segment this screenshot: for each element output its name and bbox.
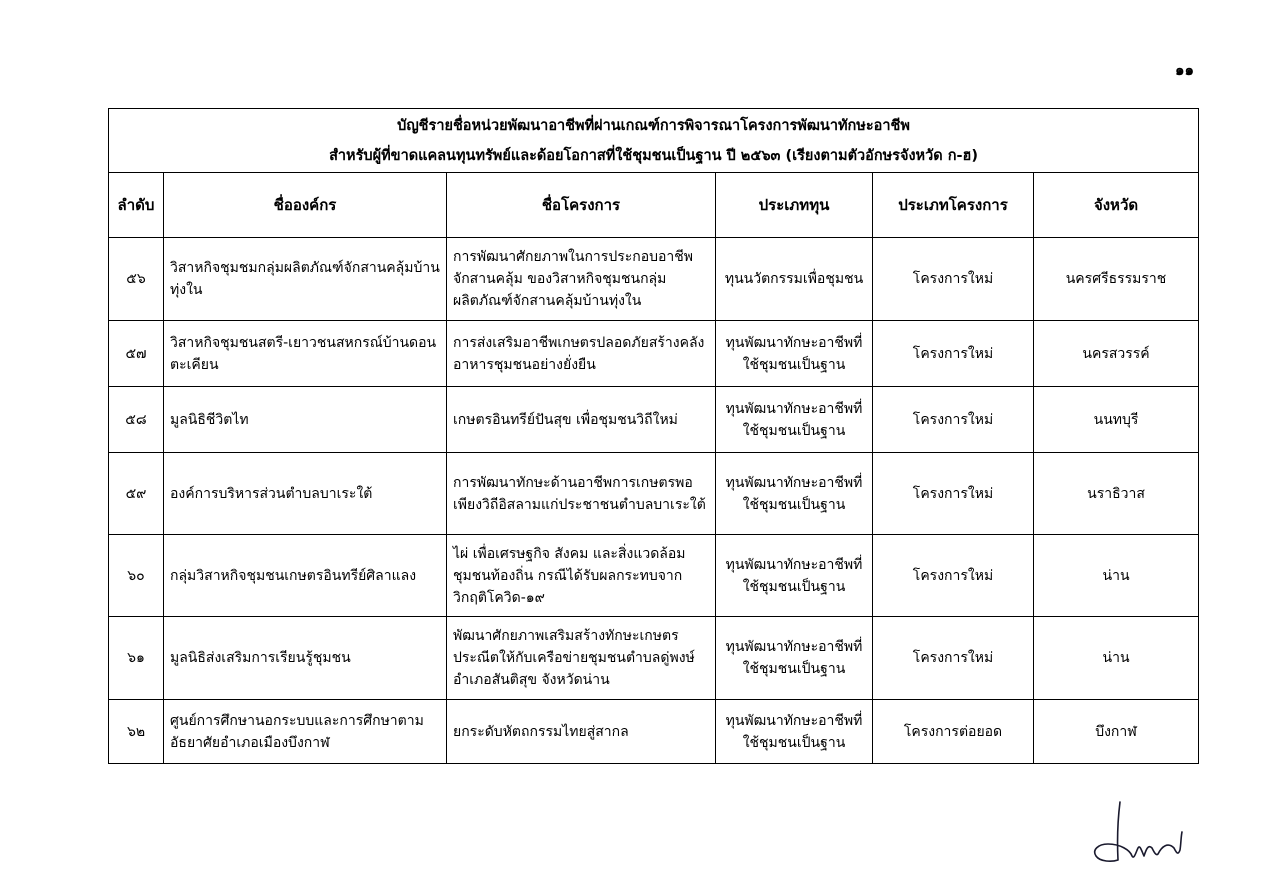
row-type: โครงการใหม่ — [873, 321, 1034, 387]
row-org: องค์การบริหารส่วนตำบลบาเระใต้ — [164, 453, 447, 535]
table-row — [109, 453, 1199, 535]
row-type: โครงการใหม่ — [873, 387, 1034, 453]
row-fund: ทุนพัฒนาทักษะอาชีพที่ใช้ชุมชนเป็นฐาน — [716, 700, 873, 764]
header-fund: ประเภททุน — [716, 173, 873, 238]
row-fund: ทุนพัฒนาทักษะอาชีพที่ใช้ชุมชนเป็นฐาน — [716, 387, 873, 453]
row-type: โครงการใหม่ — [873, 453, 1034, 535]
table-title — [109, 109, 1199, 173]
table-row — [109, 321, 1199, 387]
row-project: การส่งเสริมอาชีพเกษตรปลอดภัยสร้างคลังอาหารชุมชนอย่างยั่งยืน — [447, 321, 716, 387]
row-province: นครสวรรค์ — [1034, 321, 1199, 387]
row-num: ๕๖ — [109, 238, 164, 321]
title-line-1: บัญชีรายชื่อหน่วยพัฒนาอาชีพที่ผ่านเกณฑ์การพิจารณาโครงการพัฒนาทักษะอาชีพ — [397, 117, 910, 134]
project-table — [108, 108, 1199, 764]
row-fund: ทุนพัฒนาทักษะอาชีพที่ใช้ชุมชนเป็นฐาน — [716, 321, 873, 387]
handwritten-signature — [1090, 800, 1185, 872]
row-org: ศูนย์การศึกษานอกระบบและการศึกษาตามอัธยาศัยอำเภอเมืองบึงกาฬ — [164, 700, 447, 764]
header-org: ชื่อองค์กร — [164, 173, 447, 238]
row-fund: ทุนนวัตกรรมเพื่อชุมชน — [716, 238, 873, 321]
row-province: นนทบุรี — [1034, 387, 1199, 453]
table-row — [109, 535, 1199, 617]
row-fund: ทุนพัฒนาทักษะอาชีพที่ใช้ชุมชนเป็นฐาน — [716, 535, 873, 617]
row-province: นครศรีธรรมราช — [1034, 238, 1199, 321]
row-num: ๖๐ — [109, 535, 164, 617]
row-org: วิสาหกิจชุมชมกลุ่มผลิตภัณฑ์จักสานคลุ้มบ้านทุ่งใน — [164, 238, 447, 321]
table-row — [109, 617, 1199, 700]
row-project: ไผ่ เพื่อเศรษฐกิจ สังคม และสิ่งแวดล้อมชุมชนท้องถิ่น กรณีได้รับผลกระทบจากวิกฤติโควิด-๑๙ — [447, 535, 716, 617]
row-org: กลุ่มวิสาหกิจชุมชนเกษตรอินทรีย์ศิลาแลง — [164, 535, 447, 617]
row-org: มูลนิธิส่งเสริมการเรียนรู้ชุมชน — [164, 617, 447, 700]
header-province: จังหวัด — [1034, 173, 1199, 238]
row-project: เกษตรอินทรีย์ปันสุข เพื่อชุมชนวิถีใหม่ — [447, 387, 716, 453]
row-type: โครงการใหม่ — [873, 617, 1034, 700]
row-fund: ทุนพัฒนาทักษะอาชีพที่ใช้ชุมชนเป็นฐาน — [716, 453, 873, 535]
row-province: น่าน — [1034, 617, 1199, 700]
row-type: โครงการใหม่ — [873, 238, 1034, 321]
header-type: ประเภทโครงการ — [873, 173, 1034, 238]
row-type: โครงการใหม่ — [873, 535, 1034, 617]
row-num: ๖๑ — [109, 617, 164, 700]
row-project: การพัฒนาทักษะด้านอาชีพการเกษตรพอเพียงวิถีอิสลามแก่ประชาชนตำบลบาเระใต้ — [447, 453, 716, 535]
page-number: ๑๑ — [1174, 61, 1194, 79]
title-line-2: สำหรับผู้ที่ขาดแคลนทุนทรัพย์และด้อยโอกาสที่ใช้ชุมชนเป็นฐาน ปี ๒๕๖๓ (เรียงตามตัวอักษรจังหวัด ก-ฮ) — [329, 147, 978, 164]
header-num: ลำดับ — [109, 173, 164, 238]
row-num: ๕๙ — [109, 453, 164, 535]
title-row — [109, 109, 1199, 173]
row-project: พัฒนาศักยภาพเสริมสร้างทักษะเกษตรประณีตให้กับเครือข่ายชุมชนตำบลดู่พงษ์ อำเภอสันติสุข จังหวัดน่าน — [447, 617, 716, 700]
table-row — [109, 700, 1199, 764]
row-type: โครงการต่อยอด — [873, 700, 1034, 764]
row-fund: ทุนพัฒนาทักษะอาชีพที่ใช้ชุมชนเป็นฐาน — [716, 617, 873, 700]
header-row — [109, 173, 1199, 238]
row-org: มูลนิธิชีวิตไท — [164, 387, 447, 453]
table-row — [109, 387, 1199, 453]
row-org: วิสาหกิจชุมชนสตรี-เยาวชนสหกรณ์บ้านดอนตะเคียน — [164, 321, 447, 387]
row-num: ๕๘ — [109, 387, 164, 453]
header-project: ชื่อโครงการ — [447, 173, 716, 238]
row-province: นราธิวาส — [1034, 453, 1199, 535]
row-project: ยกระดับหัตถกรรมไทยสู่สากล — [447, 700, 716, 764]
row-project: การพัฒนาศักยภาพในการประกอบอาชีพจักสานคลุ้ม ของวิสาหกิจชุมชนกลุ่มผลิตภัณฑ์จักสานคลุ้มบ้านทุ่งใน — [447, 238, 716, 321]
row-province: บึงกาฬ — [1034, 700, 1199, 764]
row-num: ๖๒ — [109, 700, 164, 764]
table-row — [109, 238, 1199, 321]
row-province: น่าน — [1034, 535, 1199, 617]
row-num: ๕๗ — [109, 321, 164, 387]
